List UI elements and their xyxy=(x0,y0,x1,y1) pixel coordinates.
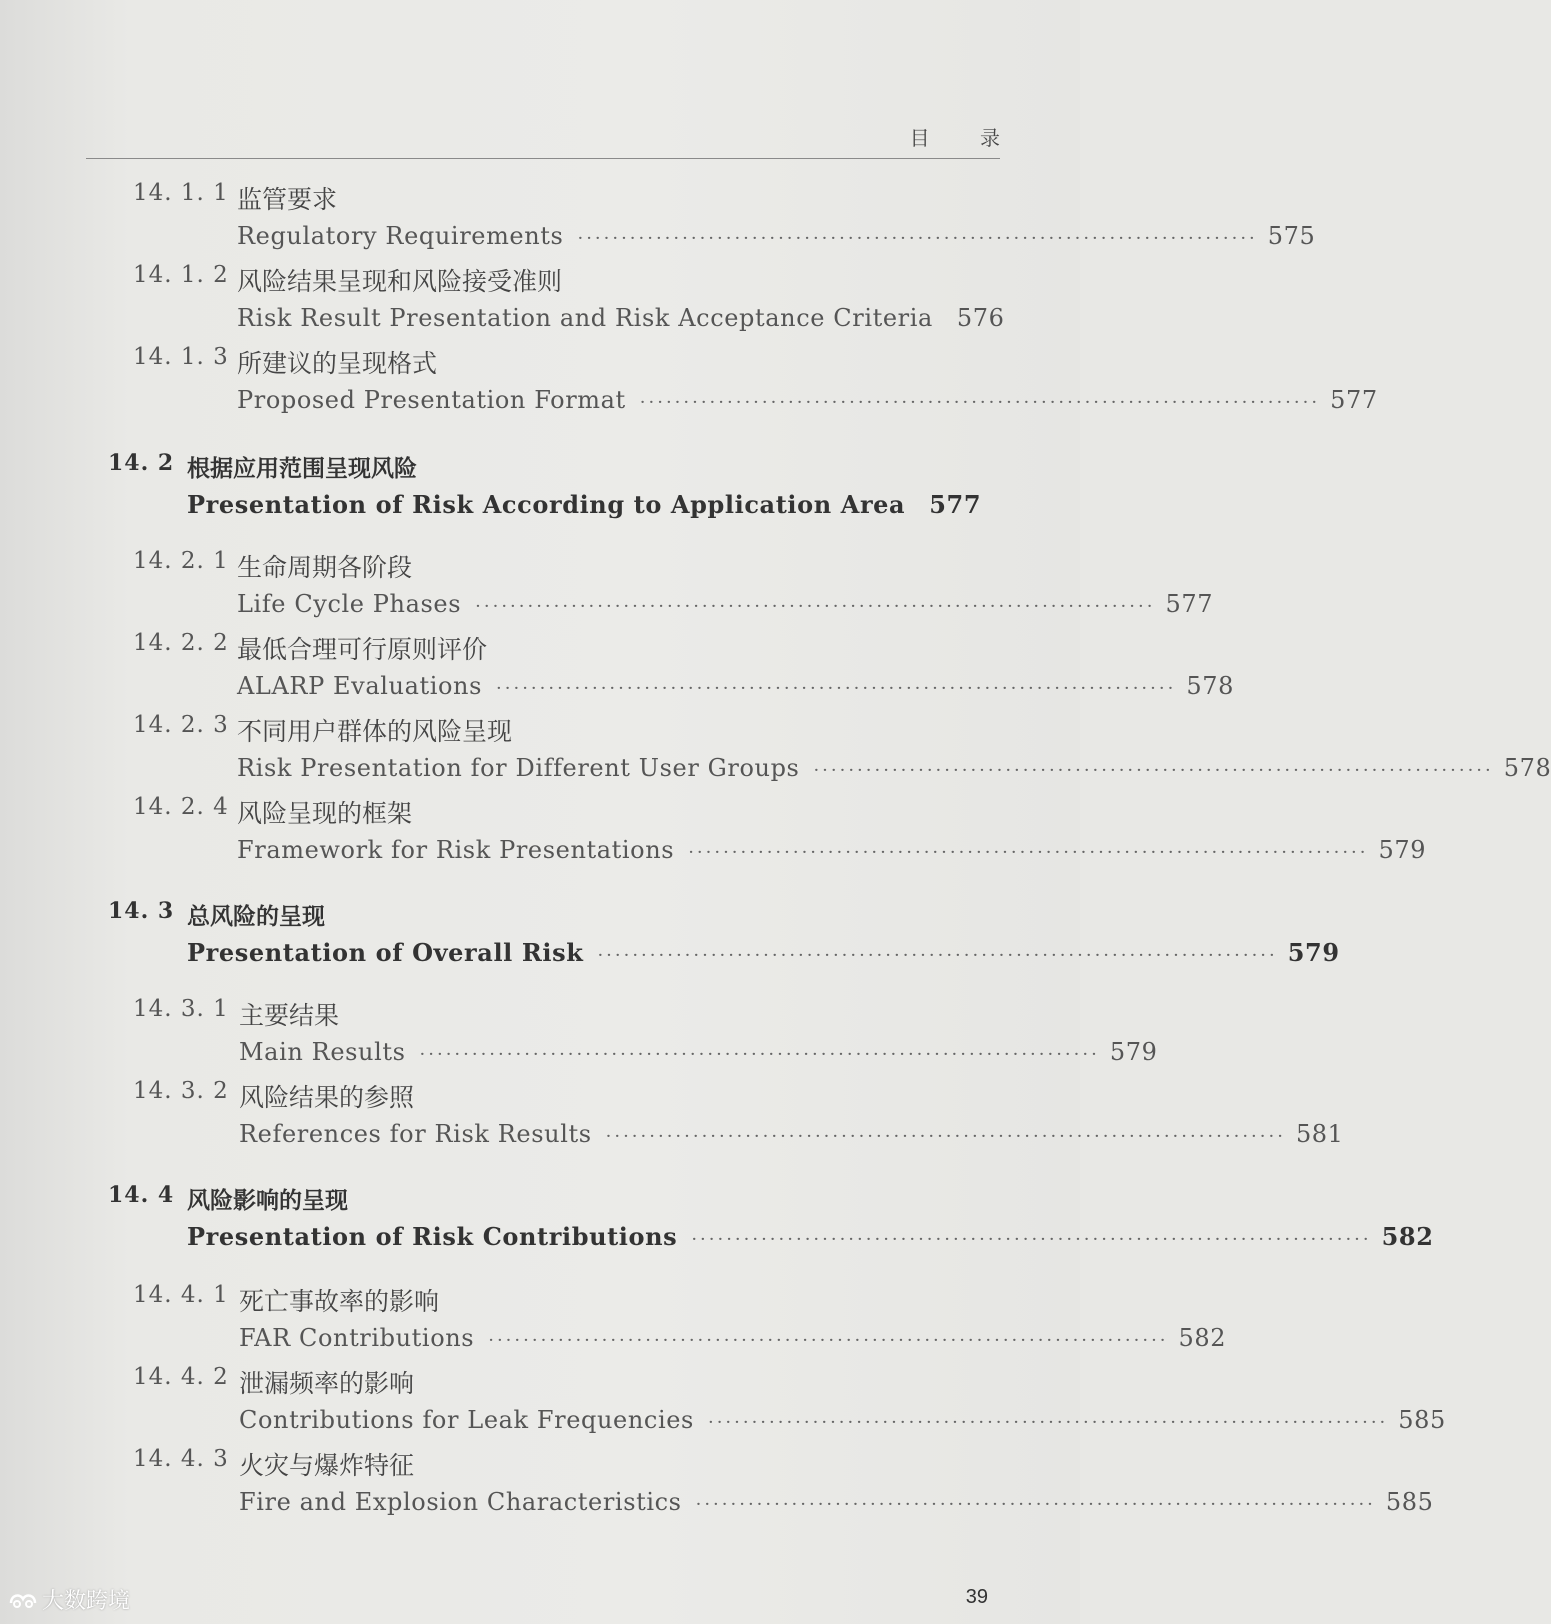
entry-title-zh: 风险结果的参照 xyxy=(239,1083,415,1112)
entry-page: 585 xyxy=(1398,1406,1446,1434)
toc-entry[interactable] xyxy=(0,344,1378,414)
dot-leader: ·············································································· xyxy=(707,1412,1389,1433)
entry-title-en: Regulatory Requirements xyxy=(237,222,564,250)
toc-entry[interactable] xyxy=(0,548,1214,618)
entry-title-en: FAR Contributions xyxy=(239,1324,475,1352)
toc-section[interactable] xyxy=(0,898,1340,967)
entry-page: 578 xyxy=(1503,754,1551,782)
entry-title-zh: 火灾与爆炸特征 xyxy=(239,1451,415,1480)
section-title-en: Presentation of Risk According to Application Area xyxy=(187,490,906,519)
entry-title-en: Fire and Explosion Characteristics xyxy=(239,1488,682,1516)
entry-line-en xyxy=(237,386,1378,414)
toc-entry[interactable] xyxy=(0,180,1316,250)
entry-line-en xyxy=(239,1488,1434,1516)
entry-number: 14. 2. 4 xyxy=(133,794,229,820)
entry-line-en xyxy=(237,304,1005,332)
entry-line-en xyxy=(237,754,1551,782)
entry-title-zh: 风险结果呈现和风险接受准则 xyxy=(237,267,563,296)
dot-leader: ·············································································· xyxy=(813,760,1494,781)
entry-title-zh: 不同用户群体的风险呈现 xyxy=(237,717,513,746)
entry-line-en xyxy=(237,672,1234,700)
dot-leader: ·············································································· xyxy=(419,1044,1100,1065)
entry-line-en xyxy=(239,1324,1227,1352)
entry-line-en xyxy=(237,222,1316,250)
dot-leader: ·············································································· xyxy=(577,228,1258,249)
dot-leader: ·············································································· xyxy=(691,1229,1372,1250)
toc-entry[interactable] xyxy=(0,712,1551,782)
entry-page: 577 xyxy=(1165,590,1214,618)
entry-page: 576 xyxy=(956,304,1005,332)
entry-line-en xyxy=(237,836,1427,864)
entry-page: 578 xyxy=(1186,672,1234,700)
entry-title-zh: 生命周期各阶段 xyxy=(237,553,413,582)
entry-number: 14. 4. 3 xyxy=(133,1446,229,1472)
dot-leader: ·············································································· xyxy=(475,596,1156,617)
dot-leader: ·············································································· xyxy=(496,678,1177,699)
toc-entry[interactable] xyxy=(0,1364,1446,1434)
dot-leader: ·············································································· xyxy=(639,392,1321,413)
dot-leader: ·············································································· xyxy=(597,945,1278,966)
entry-line-en xyxy=(237,590,1214,618)
entry-page: 585 xyxy=(1385,1488,1434,1516)
dot-leader: ·············································································· xyxy=(688,842,1369,863)
section-title-zh: 根据应用范围呈现风险 xyxy=(187,456,417,482)
entry-number: 14. 2. 1 xyxy=(133,548,229,574)
entry-page: 579 xyxy=(1378,836,1427,864)
entry-page: 581 xyxy=(1295,1120,1344,1148)
entry-title-en: Life Cycle Phases xyxy=(237,590,462,618)
toc-entry[interactable] xyxy=(0,996,1158,1066)
dot-leader: ·············································································· xyxy=(605,1126,1286,1147)
entry-title-zh: 主要结果 xyxy=(239,1001,340,1030)
entry-number: 14. 3. 2 xyxy=(133,1078,229,1104)
section-page: 577 xyxy=(929,490,982,519)
section-page: 582 xyxy=(1381,1222,1434,1251)
section-line-en xyxy=(187,490,982,519)
entry-title-zh: 所建议的呈现格式 xyxy=(237,349,438,378)
section-number: 14. 4 xyxy=(108,1182,175,1208)
entry-number: 14. 1. 3 xyxy=(133,344,229,370)
dot-leader: ·············································································· xyxy=(695,1494,1376,1515)
toc-section[interactable] xyxy=(0,1182,1434,1251)
entry-title-en: Proposed Presentation Format xyxy=(237,386,626,414)
entry-number: 14. 1. 1 xyxy=(133,180,229,206)
entry-title-en: Contributions for Leak Frequencies xyxy=(239,1406,694,1434)
entry-line-en xyxy=(239,1038,1158,1066)
section-line-en xyxy=(187,1222,1434,1251)
entry-title-en: Framework for Risk Presentations xyxy=(237,836,675,864)
entry-number: 14. 4. 2 xyxy=(133,1364,229,1390)
entry-title-en: ALARP Evaluations xyxy=(237,672,483,700)
entry-title-zh: 泄漏频率的影响 xyxy=(239,1369,415,1398)
entry-title-zh: 风险呈现的框架 xyxy=(237,799,413,828)
entry-number: 14. 4. 1 xyxy=(133,1282,229,1308)
header-title: 目 录 xyxy=(909,126,1022,150)
entry-page: 579 xyxy=(1109,1038,1158,1066)
entry-number: 14. 1. 2 xyxy=(133,262,229,288)
entry-title-zh: 死亡事故率的影响 xyxy=(239,1287,440,1316)
section-number: 14. 2 xyxy=(108,450,175,476)
entry-number: 14. 2. 3 xyxy=(133,712,229,738)
entry-line-en xyxy=(239,1120,1344,1148)
toc-entry[interactable] xyxy=(0,1282,1227,1352)
section-title-zh: 风险影响的呈现 xyxy=(187,1188,348,1214)
toc-entry[interactable] xyxy=(0,1446,1434,1516)
entry-page: 582 xyxy=(1178,1324,1227,1352)
section-page: 579 xyxy=(1287,938,1340,967)
dot-leader: ·············································································· xyxy=(488,1330,1169,1351)
entry-title-en: Main Results xyxy=(239,1038,406,1066)
toc-entry[interactable] xyxy=(0,794,1427,864)
entry-line-en xyxy=(239,1406,1446,1434)
entry-title-en: References for Risk Results xyxy=(239,1120,592,1148)
page-number: 39 xyxy=(965,1586,988,1608)
entry-number: 14. 3. 1 xyxy=(133,996,229,1022)
section-title-en: Presentation of Risk Contributions xyxy=(187,1222,678,1251)
section-title-en: Presentation of Overall Risk xyxy=(187,938,584,967)
entry-page: 577 xyxy=(1330,386,1378,414)
toc-section[interactable] xyxy=(0,450,1080,519)
watermark-logo-icon xyxy=(8,1589,38,1611)
entry-title-en: Risk Result Presentation and Risk Acceptance Criteria xyxy=(237,304,933,332)
entry-number: 14. 2. 2 xyxy=(133,630,229,656)
entry-title-en: Risk Presentation for Different User Groups xyxy=(237,754,800,782)
entry-title-zh: 监管要求 xyxy=(237,185,338,214)
toc-entry[interactable] xyxy=(0,630,1234,700)
section-number: 14. 3 xyxy=(108,898,175,924)
entry-page: 575 xyxy=(1267,222,1316,250)
toc-entry[interactable] xyxy=(0,1078,1344,1148)
section-line-en xyxy=(187,938,1340,967)
toc-entry[interactable] xyxy=(0,262,1080,332)
watermark xyxy=(8,1584,130,1615)
page-header xyxy=(86,118,1022,159)
entry-title-zh: 最低合理可行原则评价 xyxy=(237,635,488,664)
watermark-text: 大数跨境 xyxy=(42,1589,131,1614)
section-title-zh: 总风险的呈现 xyxy=(187,904,325,930)
